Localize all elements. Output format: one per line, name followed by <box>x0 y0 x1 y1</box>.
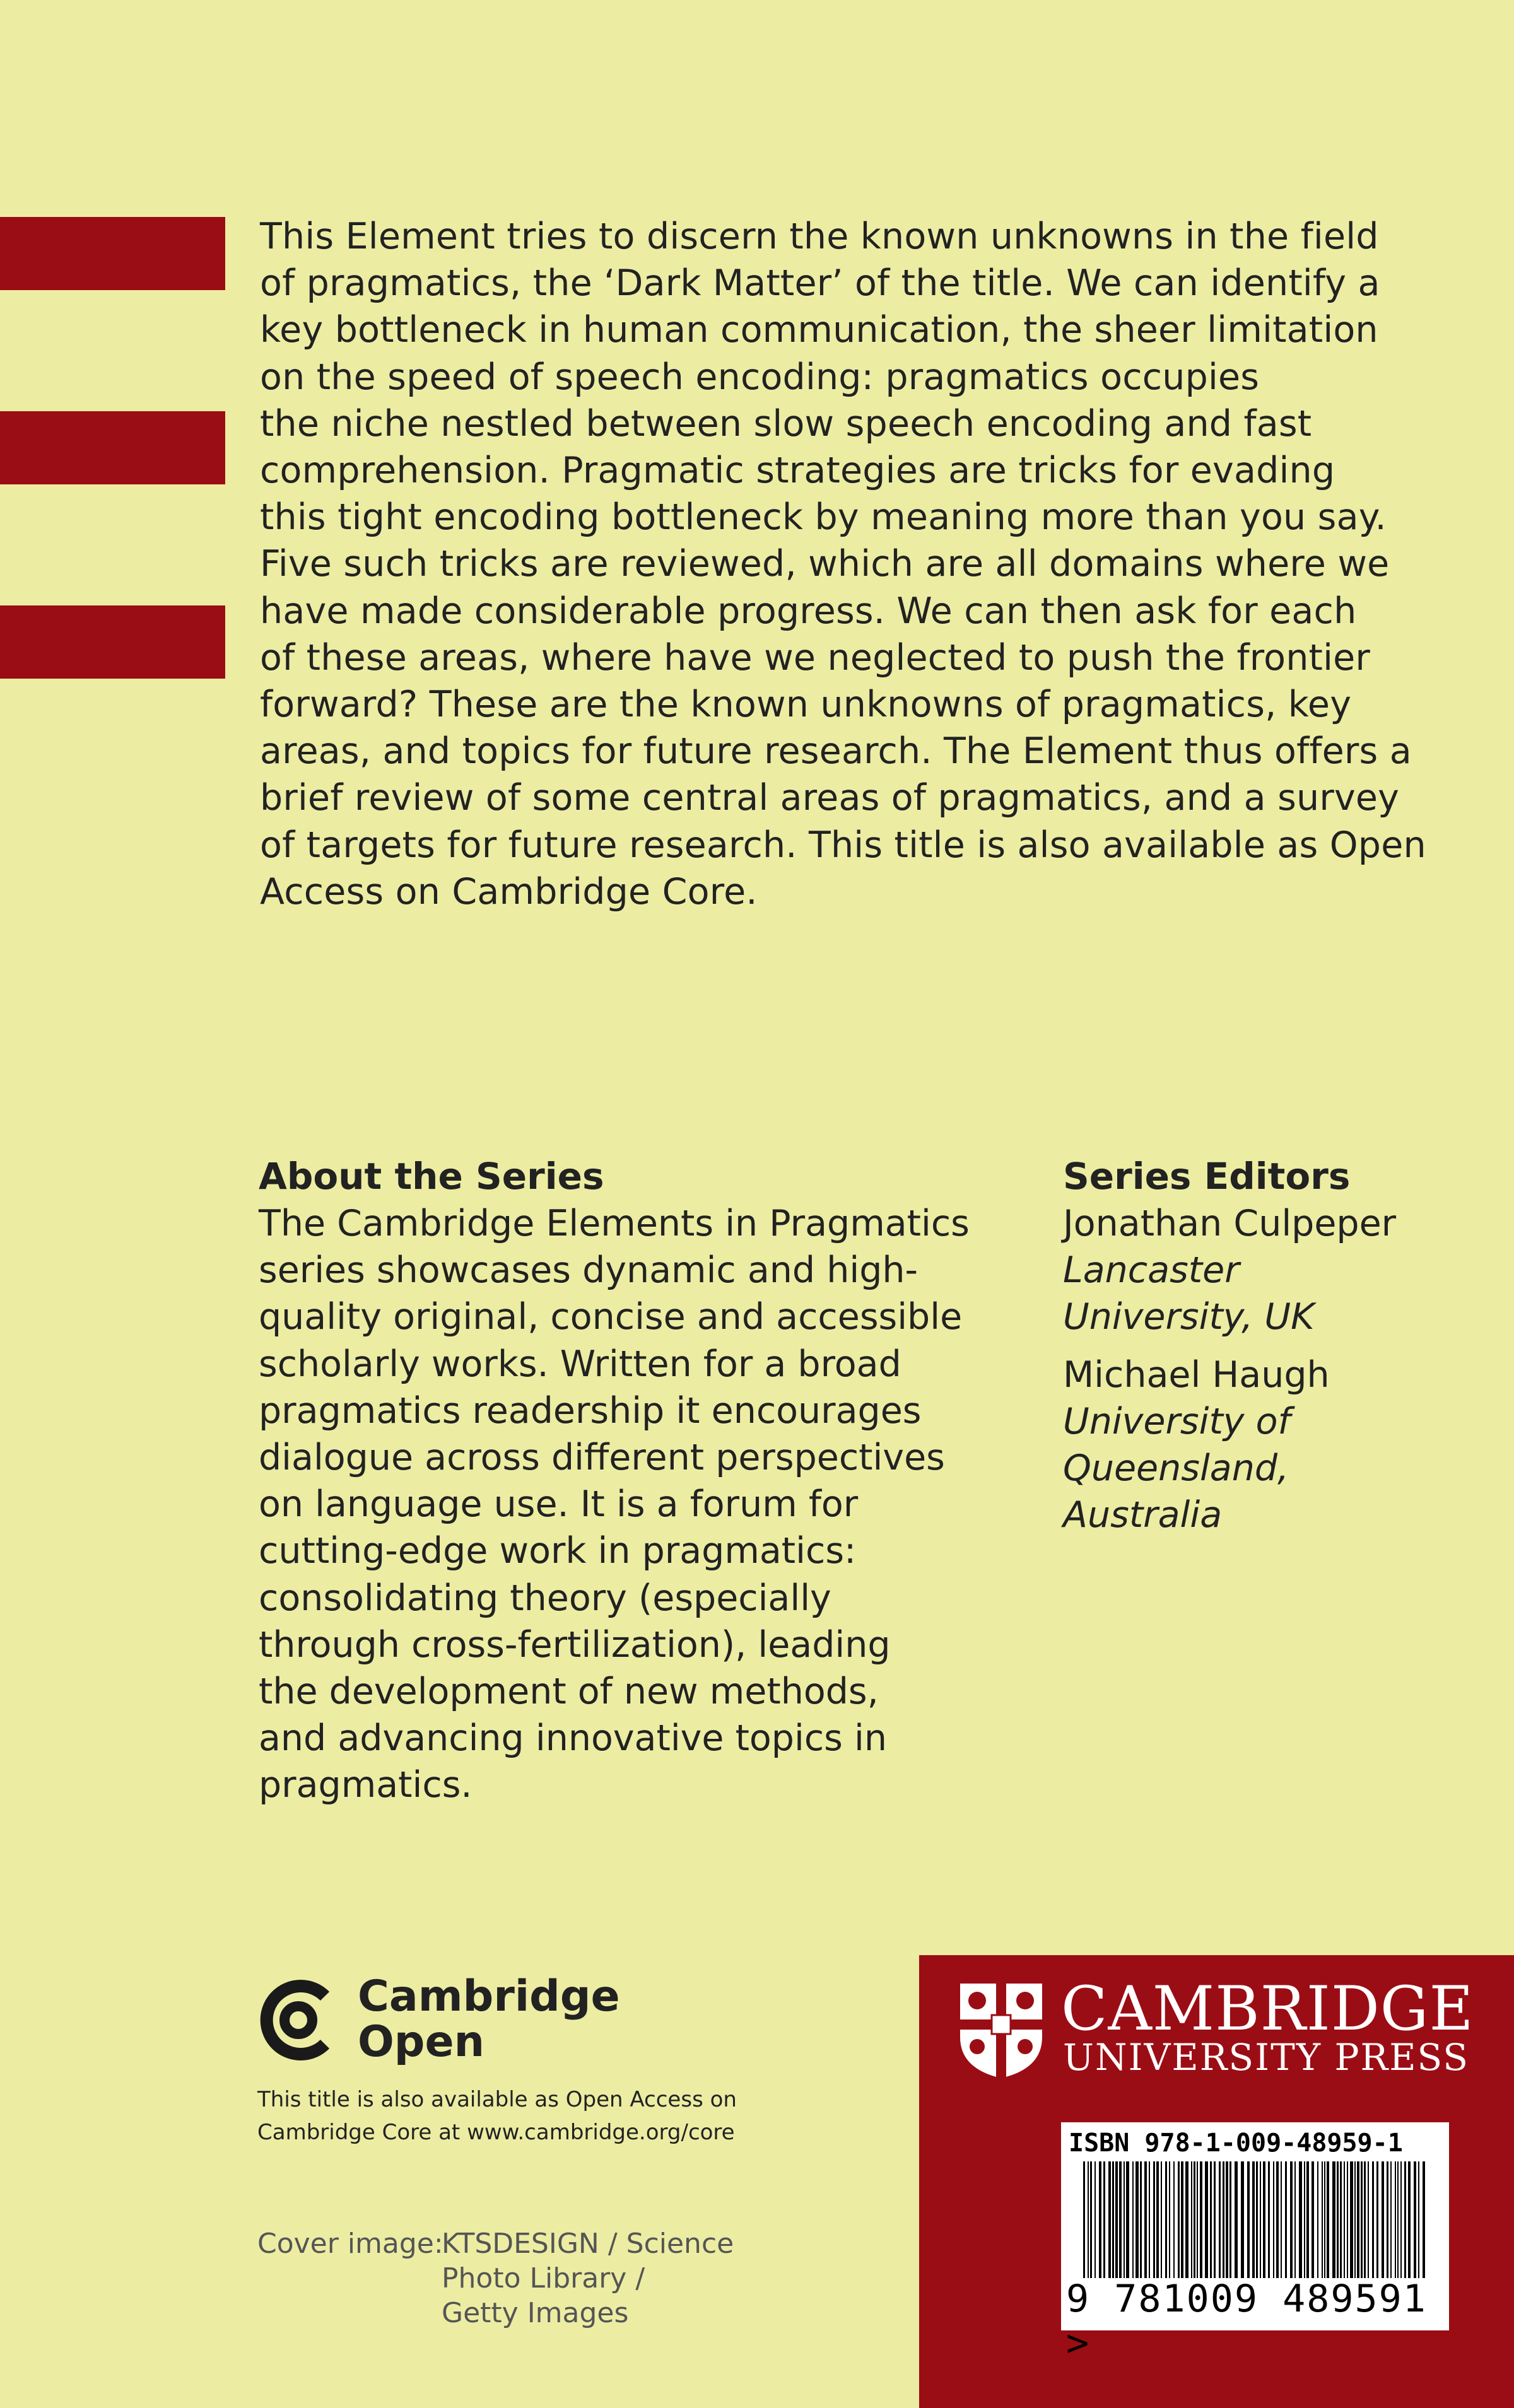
editor-name-1: Jonathan Culpeper <box>1063 1203 1397 1244</box>
cover-image-credit: KTSDESIGN / Science Photo Library / Getty Images <box>442 2228 734 2329</box>
barcode-digits: 9 781009 489591 > <box>1066 2277 1427 2365</box>
cambridge-open-logo-text <box>358 1974 620 2065</box>
university-shield-icon <box>957 1980 1045 2084</box>
editor-affiliation-2: University of Queensland, Australia <box>1063 1401 1291 1536</box>
editor-name-2: Michael Haugh <box>1063 1354 1330 1396</box>
publisher-subtitle: UNIVERSITY PRESS <box>1063 2036 1469 2079</box>
publisher-name: CAMBRIDGE <box>1061 1973 1474 2044</box>
decor-bar-2 <box>0 411 225 484</box>
editor-affiliation-1: Lancaster University, UK <box>1063 1249 1315 1338</box>
isbn-label: ISBN 978-1-009-48959-1 <box>1069 2129 1403 2158</box>
about-series-text: The Cambridge Elements in Pragmatics series showcases dynamic and high- quality original, concise and accessible scholarly works. Written for a broad pragmatics readership it encourages dialogue across different perspectives on language use. It is a forum for cutting-edge work in pragmatics: consolidating theory (especially through cross-fertilization), leading the development of new methods, and advancing innovative topics in pragmatics. <box>259 1203 970 1806</box>
open-access-note: This title is also available as Open Access on Cambridge Core at www.cambridge.org/core <box>257 2087 737 2145</box>
decor-bar-3 <box>0 605 225 679</box>
cambridge-open-wordmark: Cambridge Open <box>358 1972 620 2067</box>
about-series-heading: About the Series <box>259 1155 604 1198</box>
publisher-panel <box>919 1955 1514 2408</box>
barcode-area <box>1061 2122 1449 2365</box>
decor-bar-1 <box>0 217 225 290</box>
cambridge-open-logo-icon <box>255 1977 341 2066</box>
barcode-icon <box>1083 2161 1430 2278</box>
blurb-text: This Element tries to discern the known unknowns in the field of pragmatics, the ‘Dark Matter’ of the title. We can identify a key bottleneck in human communication, the sheer limitation on the speed of speech encoding: pragmatics occupies the niche nestled between slow speech encoding and fast comprehension. Pragmatic strategies are tricks for evading this tight encoding bottleneck by meaning more than you say. Five such tricks are reviewed, which are all domains where we have made considerable progress. We can then ask for each of these areas, where have we neglected to push the frontier forward? These are the known unknowns of pragmatics, key areas, and topics for future research. The Element thus offers a brief review of some central areas of pragmatics, and a survey of targets for future research. This title is also available as Open Access on Cambridge Core. <box>260 216 1426 913</box>
cover-image-label: Cover image: <box>257 2228 443 2260</box>
series-editors-heading: Series Editors <box>1063 1155 1351 1198</box>
